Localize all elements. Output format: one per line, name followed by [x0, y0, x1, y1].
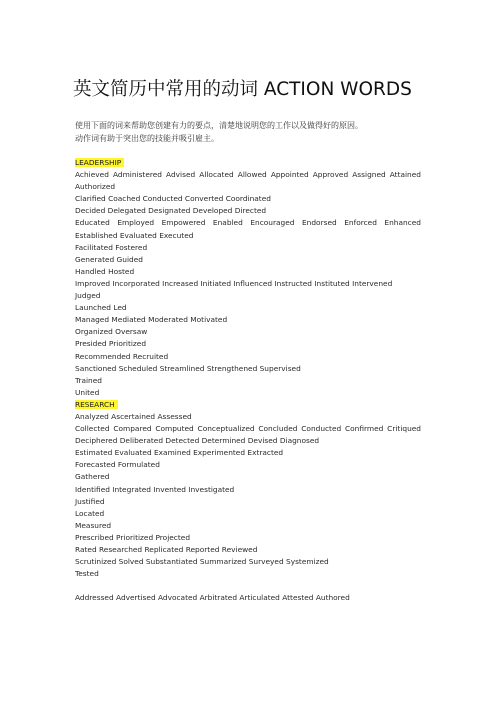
- leadership-heading: LEADERSHIP: [75, 158, 124, 167]
- research-line: Measured: [75, 520, 112, 530]
- section-gap: [75, 580, 421, 592]
- next-section-line: Addressed Advertised Advocated Arbitrated Articulated Attested Authored: [75, 593, 350, 603]
- research-line: Scrutinized Solved Substantiated Summarized Surveyed Systemized: [75, 557, 329, 567]
- research-heading: RESEARCH: [75, 400, 118, 409]
- research-line: Forecasted Formulated: [75, 460, 160, 470]
- leadership-line: Organized Oversaw: [75, 327, 148, 337]
- research-line: Analyzed Ascertained Assessed: [75, 411, 192, 421]
- leadership-line: United: [75, 387, 100, 397]
- intro-line: 动作词有助于突出您的技能并吸引雇主。: [75, 134, 219, 143]
- leadership-line: Launched Led: [75, 303, 127, 313]
- research-line: Deciphered Deliberated Detected Determined Devised Diagnosed: [75, 436, 320, 446]
- intro-paragraph: [75, 119, 435, 145]
- research-line: Estimated Evaluated Examined Experimented Extracted: [75, 448, 284, 458]
- leadership-line: Established Evaluated Executed: [75, 230, 194, 240]
- research-line: Justified: [75, 496, 105, 506]
- leadership-line: Judged: [75, 291, 101, 301]
- leadership-line: Clarified Coached Conducted Converted Coordinated: [75, 194, 271, 204]
- leadership-line: Achieved Administered Advised Allocated Allowed Appointed Approved Assigned Attained: [75, 170, 421, 180]
- research-heading-row: [75, 399, 421, 411]
- research-line: Identified Integrated Invented Investigated: [75, 484, 235, 494]
- leadership-line: Sanctioned Scheduled Streamlined Strengthened Supervised: [75, 363, 301, 373]
- leadership-line: Generated Guided: [75, 254, 143, 264]
- leadership-line: Trained: [75, 375, 102, 385]
- leadership-line: Decided Delegated Designated Developed Directed: [75, 206, 267, 216]
- leadership-heading-row: [75, 157, 421, 169]
- research-line: Located: [75, 508, 105, 518]
- leadership-line: Facilitated Fostered: [75, 242, 148, 252]
- leadership-line: Presided Prioritized: [75, 339, 147, 349]
- research-line: Rated Researched Replicated Reported Reviewed: [75, 545, 258, 554]
- leadership-line: Handled Hosted: [75, 266, 135, 276]
- page-title: 英文简历中常用的动词 ACTION WORDS: [73, 79, 412, 100]
- research-line: Gathered: [75, 472, 110, 482]
- leadership-line: Authorized: [75, 182, 116, 192]
- leadership-line: Improved Incorporated Increased Initiated Influenced Instructed Instituted Intervened: [75, 278, 393, 288]
- intro-line: 使用下面的词来帮助您创建有力的要点，清楚地说明您的工作以及做得好的原因。: [75, 121, 363, 130]
- leadership-line: Educated Employed Empowered Enabled Encouraged Endorsed Enforced Enhanced: [75, 218, 421, 228]
- research-line: Tested: [75, 569, 99, 579]
- leadership-line: Recommended Recruited: [75, 351, 169, 361]
- leadership-line: Managed Mediated Moderated Motivated: [75, 315, 228, 325]
- research-line: Collected Compared Computed Conceptualized Concluded Conducted Confirmed Critiqued: [75, 424, 421, 434]
- word-lists: [75, 157, 421, 604]
- research-line: Prescribed Prioritized Projected: [75, 532, 191, 542]
